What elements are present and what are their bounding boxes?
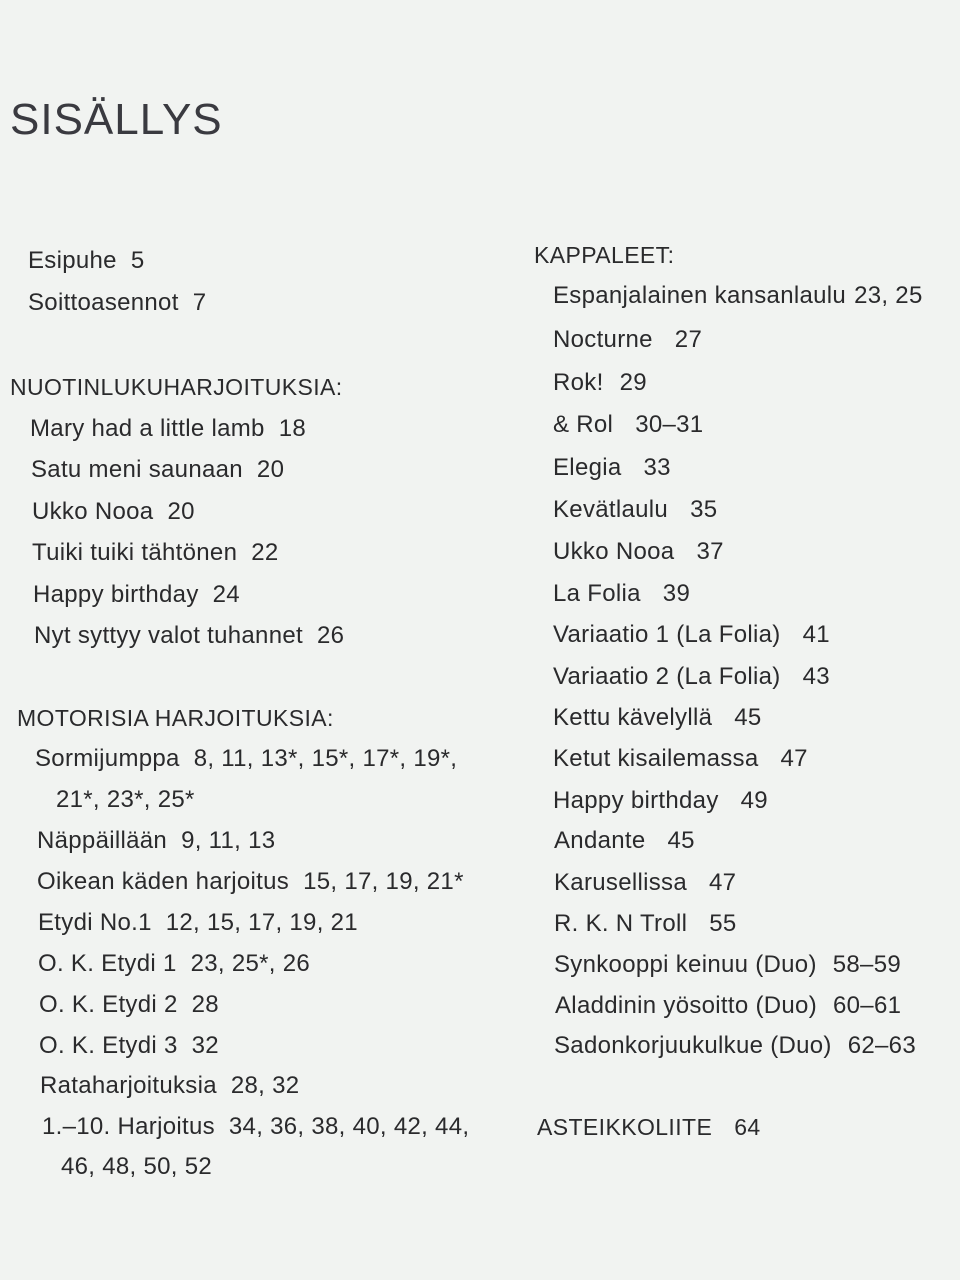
- entry-pages: 49: [740, 787, 768, 814]
- entry-label: Ukko Nooa: [553, 538, 675, 565]
- entry-label: O. K. Etydi 3: [39, 1032, 178, 1059]
- entry-pages: 22: [251, 539, 279, 566]
- entry-label: Happy birthday: [553, 787, 719, 814]
- toc-entry: [553, 495, 717, 525]
- entry-pages: 24: [212, 581, 240, 608]
- toc-entry: [553, 453, 671, 483]
- toc-entry: [553, 368, 647, 398]
- entry-label: Ukko Nooa: [32, 498, 154, 525]
- toc-entry: [38, 908, 358, 938]
- entry-pages: 64: [734, 1114, 761, 1140]
- entry-label: O. K. Etydi 1: [38, 950, 177, 977]
- toc-entry: [554, 909, 737, 939]
- toc-entry: [553, 281, 923, 311]
- entry-label: Soittoasennot: [28, 289, 179, 316]
- toc-entry: [553, 662, 830, 692]
- entry-label: ASTEIKKOLIITE: [537, 1114, 713, 1140]
- entry-pages: 47: [709, 869, 737, 896]
- toc-entry: [37, 826, 275, 856]
- entry-pages: 41: [802, 621, 830, 648]
- toc-entry: [553, 537, 724, 567]
- entry-label: Synkooppi keinuu (Duo): [554, 951, 817, 978]
- entry-pages: 47: [780, 745, 808, 772]
- entry-pages: 45: [734, 704, 762, 731]
- section-heading-motorisia: MOTORISIA HARJOITUKSIA:: [17, 705, 334, 731]
- toc-entry: [35, 744, 457, 774]
- toc-entry: [42, 1112, 469, 1142]
- toc-entry-continuation: [61, 1152, 212, 1182]
- entry-label: Happy birthday: [33, 581, 199, 608]
- entry-pages: 18: [278, 415, 306, 442]
- toc-entry: [39, 990, 219, 1020]
- entry-pages: 55: [709, 910, 737, 937]
- toc-entry: [554, 868, 736, 898]
- entry-pages: 45: [667, 827, 695, 854]
- entry-pages: 34, 36, 38, 40, 42, 44,: [228, 1113, 470, 1140]
- entry-label: Karusellissa: [554, 869, 687, 896]
- entry-pages: 37: [696, 538, 724, 565]
- entry-pages: 7: [192, 289, 207, 316]
- entry-label: & Rol: [553, 411, 614, 438]
- entry-label: Kevätlaulu: [553, 496, 669, 523]
- entry-pages: 9, 11, 13: [181, 827, 276, 854]
- section-heading-kappaleet: KAPPALEET:: [534, 242, 675, 268]
- toc-entry-continuation: [56, 785, 195, 815]
- toc-entry: [553, 579, 690, 609]
- entry-label: Ketut kisailemassa: [553, 745, 759, 772]
- toc-entry: [34, 621, 344, 651]
- entry-label: Sadonkorjuukulkue (Duo): [554, 1032, 832, 1059]
- entry-pages: 20: [256, 456, 285, 483]
- toc-entry: [553, 703, 762, 733]
- toc-entry: [40, 1071, 299, 1101]
- entry-pages: 30–31: [635, 411, 704, 438]
- entry-label: Esipuhe: [28, 247, 117, 274]
- entry-pages: 58–59: [832, 951, 901, 978]
- entry-pages: 21*, 23*, 25*: [56, 786, 195, 813]
- entry-label: La Folia: [553, 580, 641, 607]
- toc-entry: [554, 950, 901, 980]
- entry-pages: 60–61: [833, 992, 902, 1019]
- entry-label: Rataharjoituksia: [40, 1072, 217, 1099]
- toc-entry: [32, 538, 279, 568]
- entry-pages: 39: [662, 580, 691, 607]
- entry-pages: 12, 15, 17, 19, 21: [165, 909, 358, 936]
- entry-label: Kettu kävelyllä: [553, 704, 713, 731]
- entry-label: Sormijumppa: [35, 745, 180, 772]
- entry-label: Rok!: [553, 369, 604, 396]
- entry-pages: 43: [802, 663, 830, 690]
- entry-pages: 23, 25*, 26: [190, 950, 311, 977]
- entry-pages: 15, 17, 19, 21*: [303, 868, 464, 895]
- entry-pages: 23, 25: [854, 282, 923, 309]
- entry-label: Nyt syttyy valot tuhannet: [34, 622, 303, 649]
- entry-label: O. K. Etydi 2: [39, 991, 178, 1018]
- entry-label: Mary had a little lamb: [30, 415, 265, 442]
- toc-entry: [554, 1031, 916, 1061]
- entry-pages: 26: [316, 622, 345, 649]
- toc-entry: [39, 1031, 219, 1061]
- entry-pages: 29: [619, 369, 647, 396]
- entry-pages: 46, 48, 50, 52: [61, 1153, 212, 1180]
- entry-pages: 5: [130, 247, 145, 274]
- toc-entry: [31, 455, 284, 485]
- entry-pages: 62–63: [847, 1032, 916, 1059]
- entry-pages: 28: [191, 991, 219, 1018]
- entry-label: Variaatio 2 (La Folia): [553, 663, 781, 690]
- entry-label: Espanjalainen kansanlaulu: [553, 282, 847, 309]
- entry-label: Andante: [554, 827, 646, 854]
- toc-entry: [553, 744, 808, 774]
- entry-label: R. K. N Troll: [554, 910, 688, 937]
- toc-entry-esipuhe: [28, 246, 145, 276]
- entry-pages: 27: [674, 326, 703, 353]
- toc-entry: [554, 826, 695, 856]
- toc-entry-soittoasennot: [28, 288, 206, 318]
- toc-entry: [32, 497, 195, 527]
- toc-entry: [30, 414, 306, 444]
- entry-label: Nocturne: [553, 326, 653, 353]
- toc-entry: [553, 325, 702, 355]
- entry-label: Aladdinin yösoitto (Duo): [555, 992, 818, 1019]
- toc-entry: [37, 867, 464, 897]
- entry-label: Näppäillään: [37, 827, 168, 854]
- entry-label: Variaatio 1 (La Folia): [553, 621, 781, 648]
- toc-entry: [38, 949, 310, 979]
- entry-label: Etydi No.1: [38, 909, 152, 936]
- entry-label: Elegia: [553, 454, 622, 481]
- entry-pages: 32: [191, 1032, 219, 1059]
- toc-entry: [33, 580, 240, 610]
- toc-entry: [553, 620, 830, 650]
- toc-entry: [553, 410, 703, 440]
- toc-entry: [555, 991, 901, 1021]
- entry-pages: 35: [690, 496, 718, 523]
- entry-pages: 8, 11, 13*, 15*, 17*, 19*,: [193, 745, 458, 772]
- toc-entry: [553, 786, 768, 816]
- entry-pages: 28, 32: [230, 1072, 300, 1099]
- entry-label: 1.–10. Harjoitus: [42, 1113, 215, 1140]
- entry-label: Tuiki tuiki tähtönen: [32, 539, 238, 566]
- entry-label: Satu meni saunaan: [31, 456, 243, 483]
- toc-entry-asteikkoliite: [537, 1112, 761, 1142]
- section-heading-nuotinluku: NUOTINLUKUHARJOITUKSIA:: [10, 374, 343, 400]
- entry-pages: 20: [167, 498, 195, 525]
- entry-label: Oikean käden harjoitus: [37, 868, 290, 895]
- entry-pages: 33: [643, 454, 671, 481]
- page-title: SISÄLLYS: [10, 95, 223, 144]
